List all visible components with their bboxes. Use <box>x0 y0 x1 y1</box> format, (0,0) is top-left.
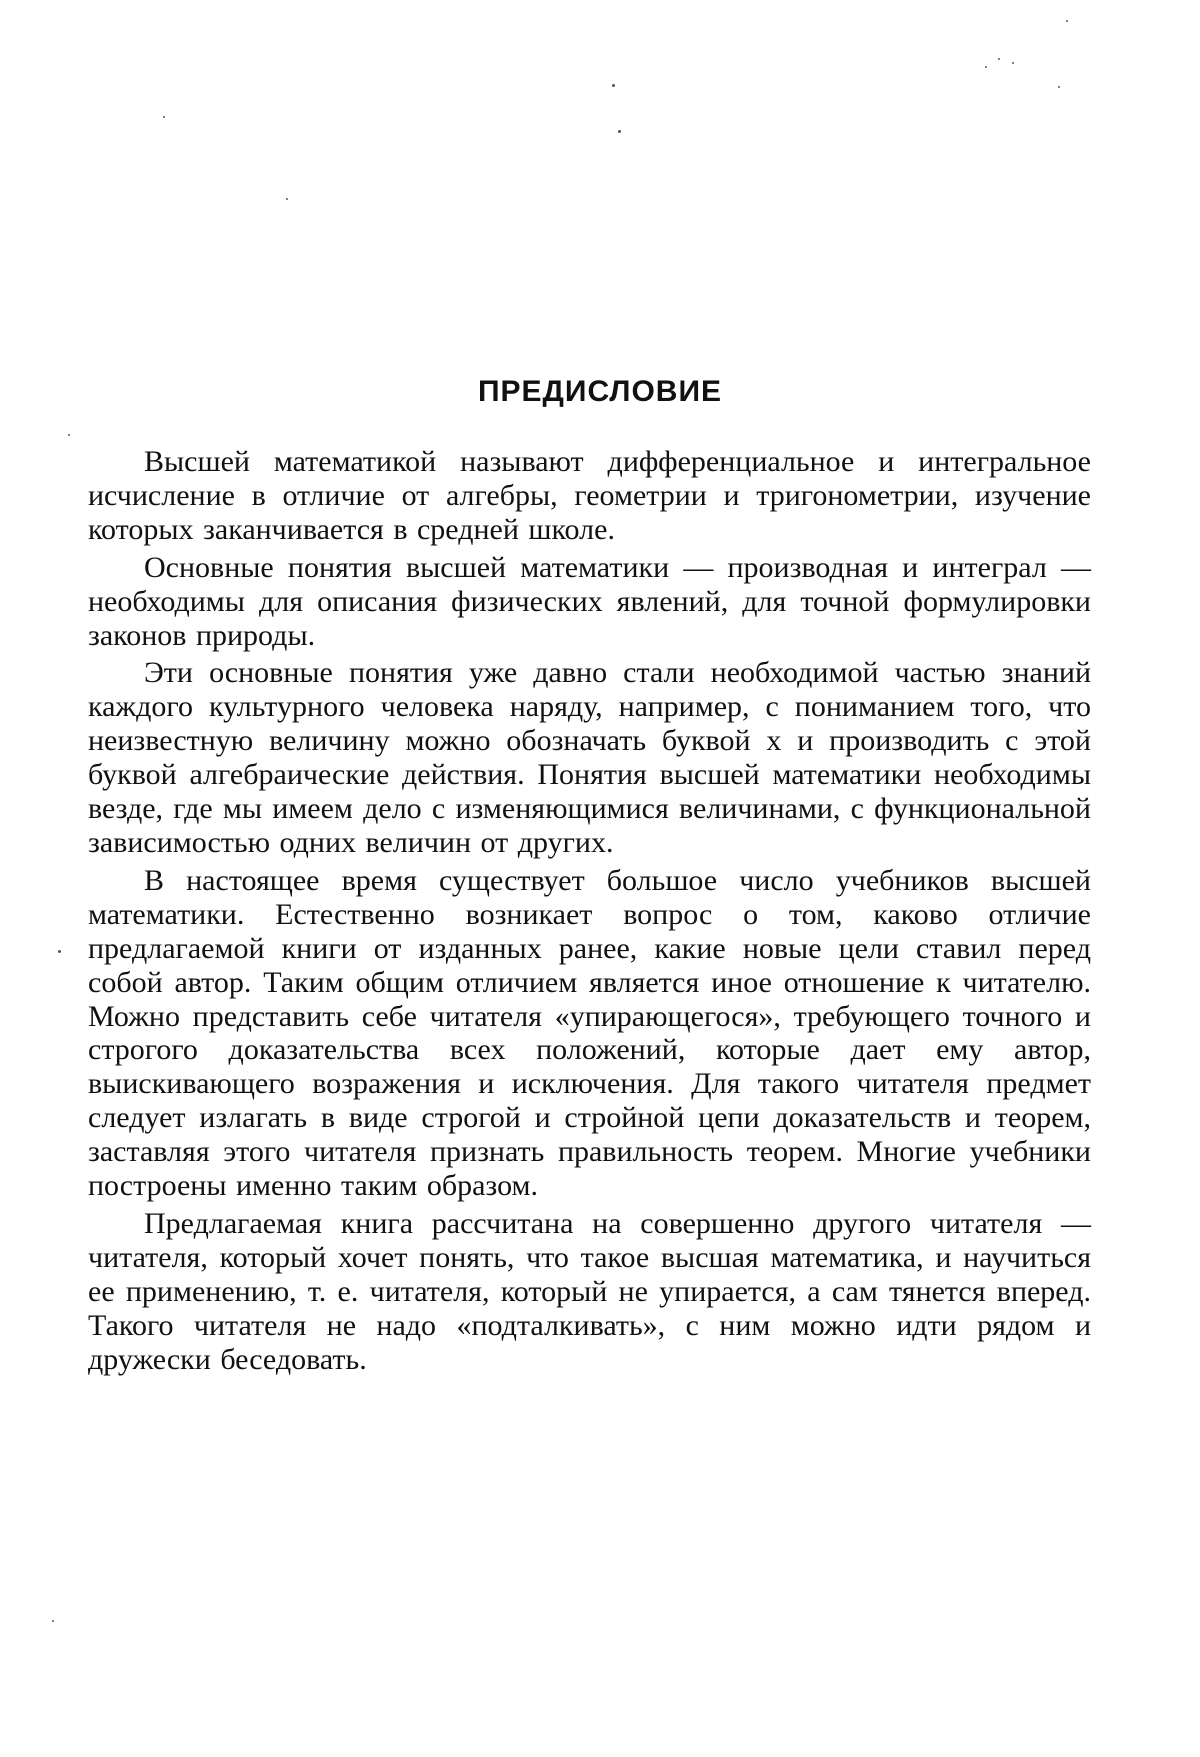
scan-speck <box>612 84 615 87</box>
scan-speck <box>52 1620 54 1622</box>
scan-speck <box>1058 86 1060 88</box>
paragraph: Эти основные понятия уже давно стали необходимой частью знаний каждого культурного человека наряду, например, с пониманием того, что неизвестную величину можно обозначать буквой x и производить с этой буквой алгебраические действия. Понятия высшей математики необходимы везде, где мы имеем дело с изменяющимися величинами, с функциональной зависимостью одних величин от других. <box>88 656 1091 859</box>
paragraph: Основные понятия высшей математики — производная и интеграл — необходимы для описания физических явлений, для точной формулировки законов природы. <box>88 550 1091 652</box>
scan-speck <box>58 950 61 953</box>
scan-speck <box>68 434 70 436</box>
scan-speck <box>286 198 288 200</box>
scan-speck <box>985 66 987 68</box>
body-text <box>88 445 1091 1376</box>
scan-speck <box>618 130 621 133</box>
paragraph: Предлагаемая книга рассчитана на совершенно другого читателя — читателя, который хочет понять, что такое высшая математика, и научиться ее применению, т. е. читателя, который не упирается, а сам тянется вперед. Такого читателя не надо «подталкивать», с ним можно идти рядом и дружески беседовать. <box>88 1206 1091 1376</box>
paragraph: Высшей математикой называют дифференциальное и интегральное исчисление в отличие от алгебры, геометрии и тригонометрии, изучение которых заканчивается в средней школе. <box>88 445 1091 546</box>
scan-speck <box>1066 20 1068 22</box>
scan-speck <box>998 58 1000 60</box>
paragraph: В настоящее время существует большое число учебников высшей математики. Естественно возникает вопрос о том, каково отличие предлагаемой книги от изданных ранее, какие новые цели ставил перед собой автор. Таким общим отличием является иное отношение к читателю. Можно представить себе читателя «упирающегося», требующего точного и строгого доказательства всех положений, которые дает ему автор, выискивающего возражения и исключения. Для такого читателя предмет следует излагать в виде строгой и стройной цепи доказательств и теорем, заставляя этого читателя признать правильность теорем. Многие учебники построены именно таким образом. <box>88 863 1091 1203</box>
page-title: ПРЕДИСЛОВИЕ <box>477 375 723 408</box>
scan-speck <box>1012 62 1014 64</box>
scan-speck <box>163 116 165 118</box>
